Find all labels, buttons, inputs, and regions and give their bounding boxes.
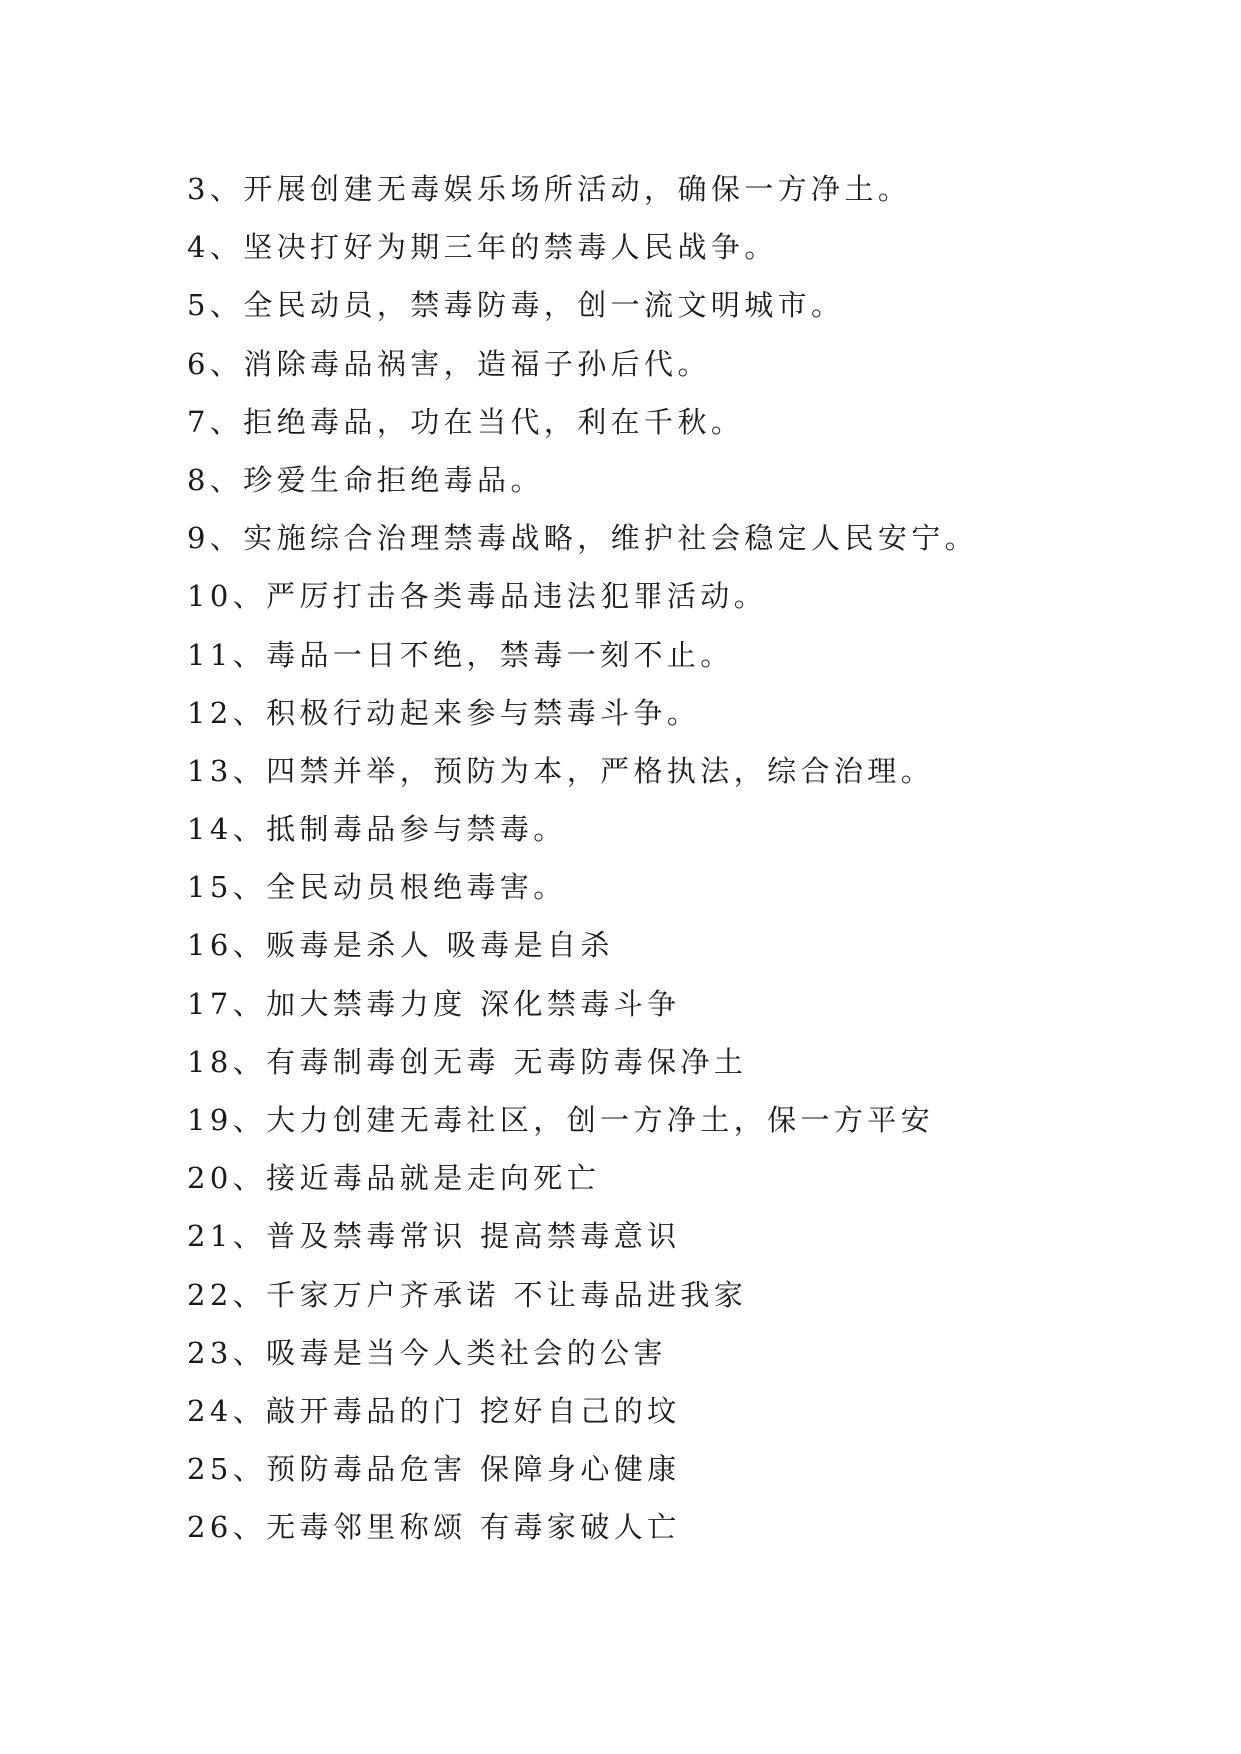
- list-item: 5、全民动员，禁毒防毒，创一流文明城市。: [187, 288, 845, 323]
- list-item: 3、开展创建无毒娱乐场所活动，确保一方净土。: [187, 172, 912, 206]
- list-item: 15、全民动员根绝毒害。: [187, 870, 567, 905]
- list-item: 11、毒品一日不绝，禁毒一刻不止。: [187, 637, 734, 672]
- list-item: 24、敲开毒品的门 挖好自己的坟: [187, 1393, 681, 1428]
- list-item: 12、积极行动起来参与禁毒斗争。: [187, 695, 701, 730]
- list-item: 7、拒绝毒品，功在当代，利在千秋。: [187, 404, 745, 439]
- list-item: 25、预防毒品危害 保障身心健康: [187, 1452, 681, 1487]
- list-item: 21、普及禁毒常识 提高禁毒意识: [187, 1219, 681, 1254]
- list-item: 8、珍爱生命拒绝毒品。: [187, 462, 544, 497]
- list-item: 20、接近毒品就是走向死亡: [187, 1161, 601, 1196]
- list-item: 18、有毒制毒创无毒 无毒防毒保净土: [187, 1044, 748, 1079]
- list-item: 19、大力创建无毒社区，创一方净土，保一方平安: [187, 1103, 935, 1137]
- slogan-list: [187, 160, 1087, 1557]
- list-item: 13、四禁并举，预防为本，严格执法，综合治理。: [187, 753, 935, 788]
- list-item: 4、坚决打好为期三年的禁毒人民战争。: [187, 230, 778, 265]
- list-item: 14、抵制毒品参与禁毒。: [187, 812, 567, 847]
- list-item: 9、实施综合治理禁毒战略，维护社会稳定人民安宁。: [187, 521, 979, 556]
- list-item: 16、贩毒是杀人 吸毒是自杀: [187, 928, 614, 963]
- list-item: 22、千家万户齐承诺 不让毒品进我家: [187, 1277, 748, 1312]
- list-item: 17、加大禁毒力度 深化禁毒斗争: [187, 986, 681, 1021]
- list-item: 23、吸毒是当今人类社会的公害: [187, 1335, 667, 1370]
- list-item: 26、无毒邻里称颂 有毒家破人亡: [187, 1510, 681, 1545]
- list-item: 10、严厉打击各类毒品违法犯罪活动。: [187, 579, 768, 614]
- list-item: 6、消除毒品祸害，造福子孙后代。: [187, 346, 711, 381]
